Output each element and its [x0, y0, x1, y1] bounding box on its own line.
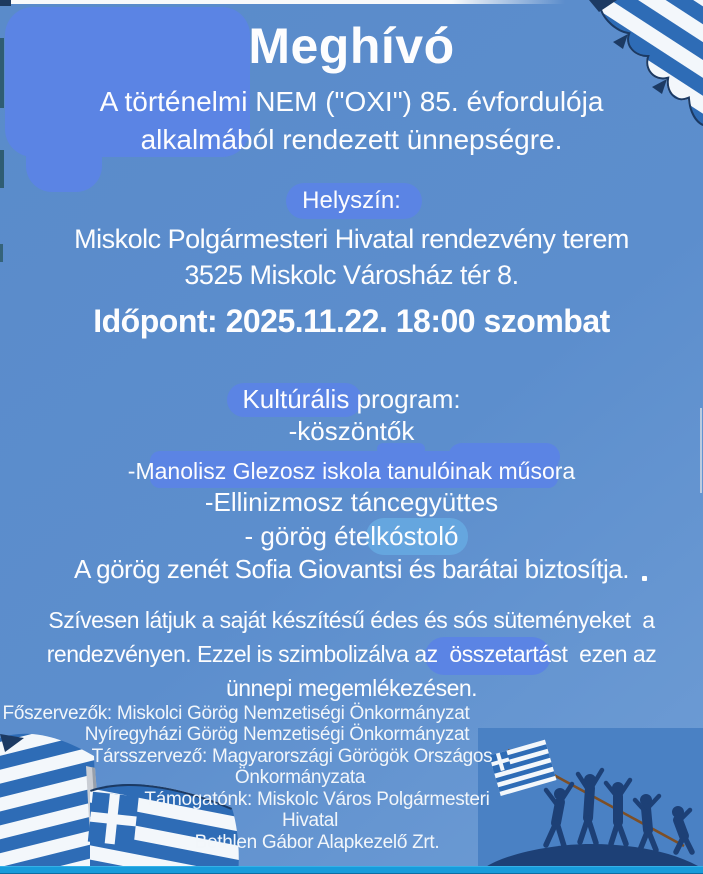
program-item-2: -Manolisz Glezosz iskola tanulóinak műsora: [127, 458, 576, 484]
organizers-line-6: Hivatal: [282, 810, 338, 831]
greek-flag-top-right: [583, 0, 703, 135]
right-edge-light-line: [700, 408, 702, 493]
flag-raising-illustration: [478, 728, 703, 868]
subtitle-line-2: alkalmából rendezett ünnepségre.: [140, 124, 563, 155]
poster-title: Meghívó: [248, 18, 455, 74]
subtitle-line-1: A történelmi NEM ("OXI") 85. évfordulója: [99, 86, 604, 117]
top-edge-white-strip: [0, 0, 565, 4]
note-line-1: Szívesen látjuk a saját készítésű édes és sós süteményeket a: [48, 607, 655, 633]
program-heading: Kultúrális program:: [242, 384, 461, 414]
left-edge-sliver-1: [0, 38, 4, 108]
organizers-line-1: Főszervezők: Miskolci Görög Nemzetiségi Önkormányzat: [2, 703, 470, 724]
venue-line-1: Miskolc Polgármesteri Hivatal rendezvény terem: [74, 224, 629, 254]
left-edge-sliver-2: [0, 150, 4, 188]
organizers-line-7: Bethlen Gábor Alapkezelő Zrt.: [194, 832, 440, 853]
note-line-2: rendezvényen. Ezzel is szimbolizálva az összetartást ezen az: [46, 641, 657, 667]
program-item-4: - görög ételkóstoló: [244, 521, 459, 551]
bottom-azure-bar: [0, 866, 703, 874]
highlight-patch-top-left-tail: [26, 132, 102, 192]
organizers-line-5: Támogatónk: Miskolc Város Polgármesteri: [144, 789, 490, 810]
organizers-line-2: Nyíregyházi Görög Nemzetiségi Önkormányzat: [84, 724, 470, 745]
note-line-3: ünnepi megemlékezésen.: [225, 675, 478, 701]
venue-line-2: 3525 Miskolc Városház tér 8.: [184, 260, 519, 290]
top-left-dark-sliver: [0, 0, 11, 6]
program-item-3: -Ellinizmosz táncegyüttes: [204, 487, 499, 517]
organizers-line-3: Társszervező: Magyarországi Görögök Országos: [91, 746, 493, 767]
music-line: A görög zenét Sofia Giovantsi és barátai biztosítja.: [73, 554, 630, 584]
white-dot-artifact: [642, 576, 647, 581]
left-edge-sliver-3: [0, 244, 3, 262]
datetime-line: Időpont: 2025.11.22. 18:00 szombat: [93, 303, 610, 339]
program-item-1: -köszöntők: [288, 416, 415, 446]
organizers-line-4: Önkormányzata: [234, 767, 366, 788]
location-label: Helyszín:: [302, 187, 401, 214]
